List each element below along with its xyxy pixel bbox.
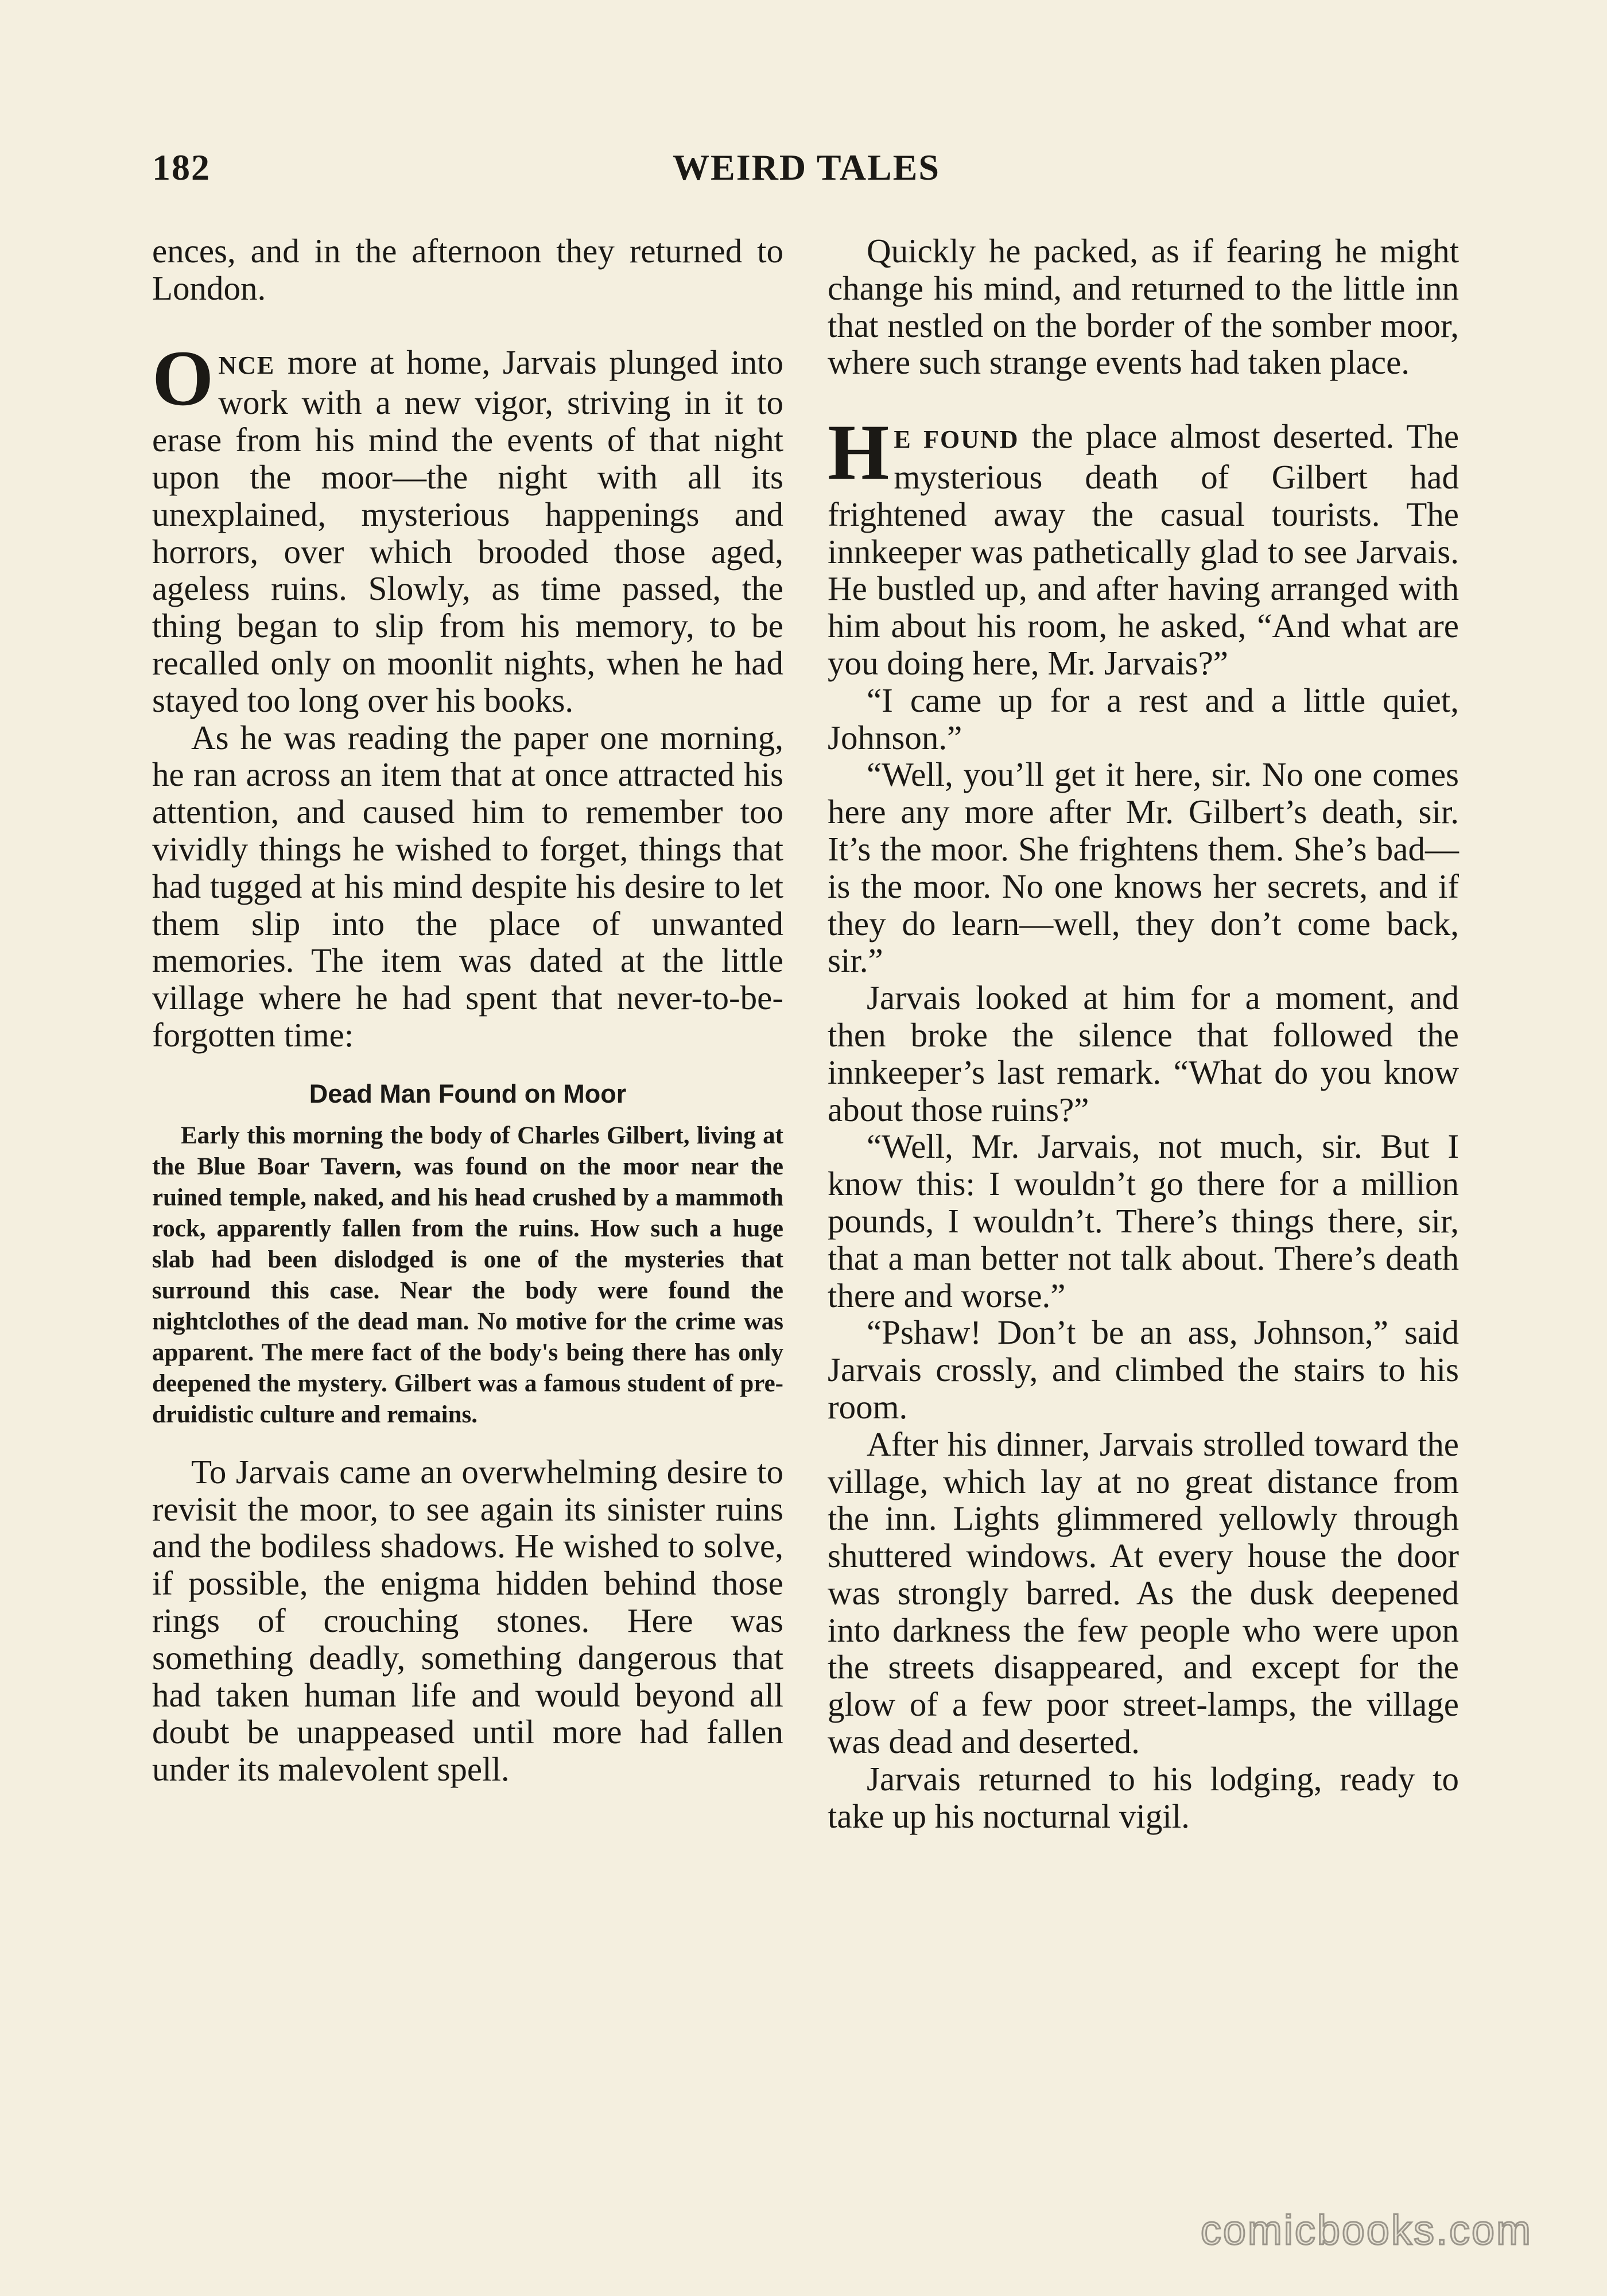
watermark: comicbooks.com [1200, 2208, 1532, 2254]
page-number: 182 [152, 147, 211, 188]
paragraph: After his dinner, Jarvais strolled toward the village, which lay at no great distance from the inn. Lights glimmered yellowly through shuttered windows. At every house the door was strongly barred. As the dusk deepened into darkness the few people who were upon the streets disappeared, and except for the glow of a few poor street-lamps, the village was dead and deserted. [828, 1425, 1459, 1761]
paragraph-with-dropcap [152, 333, 783, 719]
news-clipping: Early this morning the body of Charles Gilbert, living at the Blue Boar Tavern, was found on the moor near the ruined temple, naked, and his head crushed by a mammoth rock, apparently fallen from the ruins. How such a huge slab had been dislodged is one of the mysteries that surround this case. Near the body were found the nightclothes of the dead man. No motive for the crime was apparent. The mere fact of the body's being there has only deepened the mystery. Gilbert was a famous student of pre-druidistic culture and remains. [152, 1122, 783, 1428]
clipping-headline: Dead Man Found on Moor [309, 1079, 627, 1108]
left-column [152, 232, 783, 1788]
paragraph-with-dropcap [828, 408, 1460, 682]
small-caps-lead: E FOUND [894, 425, 1019, 454]
drop-cap: H [828, 408, 890, 497]
paragraph-text: the place almost deserted. The mysterious death of Gilbert had frightened away the casual tourists. The innkeeper was pathetically glad to see Jarvais. He bustled up, and after having arranged with him about his room, he asked, “And what are you doing here, Mr. Jarvais?” [828, 417, 1460, 682]
running-head [152, 146, 1461, 192]
dialogue-paragraph: “Well, you’ll get it here, sir. No one comes here any more after Mr. Gilbert’s death, sir. It’s the moor. She frightens them. She’s bad—is the moor. No one knows her secrets, and if they do learn—well, they don’t come back, sir.” [828, 755, 1459, 980]
paragraph: Jarvais returned to his lodging, ready to take up his nocturnal vigil. [828, 1759, 1459, 1835]
small-caps-lead: NCE [218, 351, 275, 379]
paragraph: Quickly he packed, as if fearing he might change his mind, and returned to the little inn that nestled on the border of the somber moor, where such strange events had taken place. [828, 232, 1459, 382]
magazine-title: WEIRD TALES [673, 147, 940, 188]
paragraph: As he was reading the paper one morning, he ran across an item that at once attracted his attention, and caused him to remember too vividly things he wished to forget, things that had tugged at his mind despite his desire to let them slip into the place of unwanted memories. The item was dated at the little village where he had spent that never-to-be-forgotten time: [152, 718, 783, 1054]
dialogue-paragraph: “Pshaw! Don’t be an ass, Johnson,” said Jarvais crossly, and climbed the stairs to his room. [828, 1313, 1459, 1426]
dialogue-paragraph: “I came up for a rest and a little quiet, Johnson.” [828, 681, 1459, 757]
paragraph: ences, and in the afternoon they returned to London. [152, 232, 783, 307]
paragraph: To Jarvais came an overwhelming desire to revisit the moor, to see again its sinister ruins and the bodiless shadows. He wished to solve, if possible, the enigma hidden behind those rings of crouching stones. Here was something deadly, something dangerous that had taken human life and would beyond all doubt be unappeased until more had fallen under its malevolent spell. [152, 1452, 783, 1789]
dialogue-paragraph: “Well, Mr. Jarvais, not much, sir. But I know this: I wouldn’t go there for a million pounds, I wouldn’t. There’s things there, sir, that a man better not talk about. There’s death there and worse.” [828, 1127, 1459, 1314]
paragraph: Jarvais looked at him for a moment, and then broke the silence that followed the innkeeper’s last remark. “What do you know about those ruins?” [828, 979, 1459, 1128]
paragraph-text: more at home, Jarvais plunged into work with a new vigor, striving in it to erase from his mind the events of that night upon the moor—the night with all its unexplained, mysterious happenings and horrors, over which brooded those aged, ageless ruins. Slowly, as time passed, the thing began to slip from his memory, to be recalled only on moonlit nights, when he had stayed too long over his books. [152, 343, 783, 719]
drop-cap: O [152, 333, 214, 422]
right-column [828, 232, 1459, 1835]
